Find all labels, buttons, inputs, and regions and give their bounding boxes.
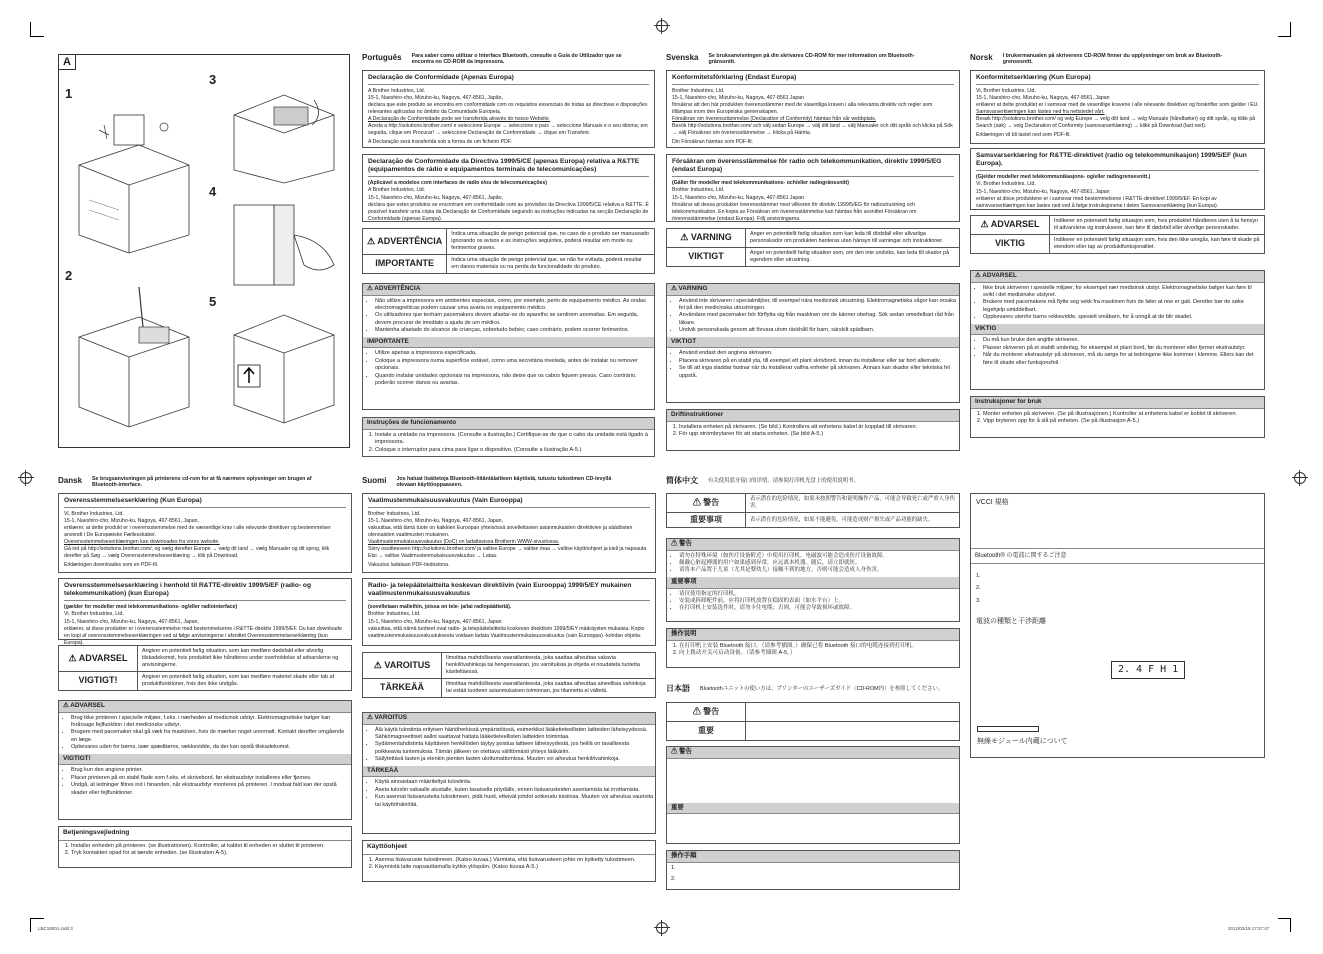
list-item: 1. Installer enheden på printeren. (se illustrationen). Kontroller, at kablet til enheden er sluttet til printeren. <box>71 843 351 851</box>
list-item: • Käytä ainoastaan määritettyä tulostinta. <box>375 779 655 786</box>
step-1-label: 1 <box>65 86 73 101</box>
pt-safety-section <box>362 283 655 410</box>
no-rtte-line: 15-1, Naeshiro-cho, Mizuho-ku, Nagoya, 467-8561, Japan <box>976 188 1110 195</box>
fi-decl-line: Brother Industries, Ltd. <box>368 511 421 518</box>
step-5-label: 5 <box>209 294 217 309</box>
fi-warn-heading: ⚠ VAROITUS <box>363 713 655 725</box>
ja-header <box>666 684 943 695</box>
ja-ops-heading: 操作手順 <box>667 851 959 863</box>
list-item: • Se till att inga sladdar fastnar när du installerar valfria enheter på skrivaren. Annars kan skador eller tekniska fel uppstå. <box>679 365 959 380</box>
fi-important-key: TÄRKEÄÄ <box>363 679 442 698</box>
fi-rtte-title: Radio- ja telepäätelaitteita koskevan direktiivin (vain Eurooppa) 1999/5/EY mukainen vaatimustenmukaisuusvakuutus <box>368 582 650 601</box>
vcci-label: VCCI 規格 <box>971 494 1264 549</box>
list-item: • Quando instalar unidades opcionais na impressora, não deixe que os cabos fiquem presos. Caso contrário, poderão ocorrer danos ou avarias. <box>375 373 654 388</box>
ja-ops-step: 2. <box>671 876 676 883</box>
pt-signal-table <box>362 228 655 274</box>
fi-rtte-line: Brother Industries, Ltd. <box>368 611 421 618</box>
list-item: • Aseta tulostin vakaalle alustalle, kuten tasaiselle pöydälle, ennen lisävarusteiden asentamista tai irrottamista. <box>375 787 655 794</box>
pt-decl-line: Aceda a http://solutions.brother.com/ e seleccione Europe → seleccione o país → seleccione Manuais e o seu idioma; em seguida, clique em Procurar! → seleccione Declaração de Conformidade → clique em Transferir. <box>368 123 648 137</box>
sv-declaration-title: Konformitetsförklaring (Endast Europa) <box>672 74 954 85</box>
printer-illustration-2 <box>69 287 199 437</box>
bullet-list <box>363 298 654 335</box>
no-intro: I brukermanualen på skriverens CD-ROM finner du opplysninger om bruk av Bluetooth-grensesnitt. <box>1002 53 1223 66</box>
da-important-key: VIGTIGT! <box>59 672 138 691</box>
da-imp-heading: VIGTIGT! <box>59 754 351 766</box>
sv-language-title: Svenska <box>666 53 699 62</box>
fi-decl-line: vakuuttaa, että tämä tuote on kaikkien Euroopan yhteisössä sovellettavien asianmukaisten direktiivien ja säädösten olennaisten vaatimusten mukainen. <box>368 525 633 539</box>
da-header <box>58 476 322 489</box>
fi-warning-key: ⚠ VAROITUS <box>363 653 442 679</box>
step-2-label: 2 <box>65 268 73 283</box>
pt-language-title: Português <box>362 53 402 62</box>
list-item: • Não utilize a impressora em ambientes especiais, como, por exemplo, perto de equipamento médico. As ondas electromagnéticas podem causar uma avaria no equipamento médico. <box>375 298 654 313</box>
sv-signal-table <box>666 228 960 267</box>
zh-warn-heading: ⚠ 警告 <box>667 539 959 551</box>
sv-operating-section <box>666 409 960 451</box>
list-item: • Placera skrivaren på en stabil yta, till exempel ett plant skrivbord, innan du installerar eller tar bort alternativ. <box>679 358 959 365</box>
no-warning-def: Indikerer en potensielt farlig situasjon som, hvis produktet håndteres uten å ta hensyn til advarslene og instruksene, kan føre til dødsfall eller alvorlige personskader. <box>1050 216 1265 235</box>
sv-rtte-line: 15-1, Naeshiro-cho, Mizuho-ku, Nagoya, 467-8561 Japan <box>672 194 805 201</box>
radio-range-code: 2. 4 F H 1 <box>1111 661 1185 679</box>
da-rtte-sub: (gælder for modeller med telekommunikations- og/eller radiointerface) <box>64 604 238 611</box>
sv-decl-line: Brother Industries, Ltd. <box>672 88 725 95</box>
fi-safety-section <box>362 712 656 834</box>
sv-rtte-line: Brother Industries, Ltd. <box>672 187 725 194</box>
ja-important-key: 重要 <box>667 722 746 741</box>
da-decl-line: Vi, Brother Industries, Ltd. <box>64 511 124 518</box>
sv-important-key: VIKTIGT <box>667 248 746 267</box>
list-item: • Mantenha afastado do alcance de crianças, sobretudo bebés; caso contrário, podem ocorrer ferimentos. <box>375 327 654 334</box>
no-decl-line: Vi, Brother Industries, Ltd. <box>976 88 1036 95</box>
footer-file: LBC18001.indd 3 <box>38 926 73 931</box>
list-item: 1. 在打印机上安装 Bluetooth 接口。（请参考插图。）确保已将 Bluetooth 接口的电缆连接到打印机。 <box>679 643 959 651</box>
bullet-list <box>363 727 655 764</box>
no-decl-line: Samsvarserklæringen kan lastes ned fra nettstedet vårt. <box>976 109 1105 116</box>
step-3-label: 3 <box>209 72 217 87</box>
sv-warning-key: ⚠ VARNING <box>667 229 746 248</box>
pt-rtte-line: declara que estes produtos se encontram em conformidade com as provisões da Directiva 1999/5/CE relativa a R&TTE. É possível transferir uma cópia da Declaração de Conformidade seguindo as instruções indicadas na secção Declaração de Conformidade (apenas Europa). <box>368 201 649 222</box>
da-safety-section <box>58 700 352 820</box>
sv-imp-heading: VIKTIGT <box>667 337 959 349</box>
no-declaration-box <box>970 70 1265 144</box>
radio-range-bar <box>977 726 1039 732</box>
fi-header <box>362 476 626 489</box>
no-rtte-title: Samsvarserklæring for R&TTE-direktivet (radio og telekommunikasjon) 1999/5/EF (kun Europa). <box>976 152 1259 171</box>
sv-header <box>666 53 938 66</box>
fi-intro: Jos haluat lisätietoja Bluetooth-liitäntälaitteen käytöstä, tutustu tulostimen CD-levyllä olevaan käyttöoppaaseen. <box>396 476 612 489</box>
pt-imp-heading: IMPORTANTE <box>363 337 654 349</box>
ja-ops-step: 1. <box>671 864 676 871</box>
sv-decl-line: försäkrar att den här produkten överensstämmer med de väsentliga kraven i alla relevanta direktiv och regler som tillämpas inom den Europeiska gemenskapen. <box>672 102 933 116</box>
zh-language-title: 简体中文 <box>666 476 698 485</box>
no-warning-key: ⚠ ADVARSEL <box>971 216 1050 235</box>
da-decl-line: erklærer, at dette produkt er i overensstemmelse med de væsentlige krav i alle relevante direktiver og bestemmelser anvendt i De Europæiske Fællesskaber. <box>64 525 331 539</box>
no-decl-line: Besøk http://solutions.brother.com/ og velg Europe → velg ditt land → velg Manuale (håndbøker) og ditt språk, og klikk på Search (søk) → velg Declaration of Conformity (samsvarserklæring) → klikk på Download (last ned). <box>976 116 1256 130</box>
registration-mark-right <box>1294 472 1306 484</box>
da-ops-heading: Betjeningsvejledning <box>59 827 351 841</box>
zh-operating-section <box>666 628 960 668</box>
zh-ops-heading: 操作说明 <box>667 629 959 641</box>
fi-warning-def: Ilmoittaa mahdollisesta vaaratilanteesta, joka saattaa aiheuttaa vakavia henkilövahinkoja tai hengenvaaran, jos varoituksia ja ohjeita ei noudateta tuotetta käsiteltäessä. <box>442 653 656 679</box>
pt-rtte-sub: (Aplicável a modelos com interfaces de rádio e/ou de telecomunicações) <box>368 180 548 187</box>
no-declaration-title: Konformitetserklæring (Kun Europa) <box>976 74 1259 85</box>
pt-rtte-line: A Brother Industries, Ltd. <box>368 187 426 194</box>
printer-illustration-5 <box>224 305 344 435</box>
no-rtte-line: Vi, Brother Industries, Ltd. <box>976 181 1036 188</box>
panel-label: A <box>59 55 76 70</box>
pt-warning-def: Indica uma situação de perigo potencial que, no caso de o produto ser manuseado ignorando os avisos e as instruções seguintes, poderá resultar em morte ou ferimentos graves. <box>447 229 655 255</box>
da-declaration-box <box>58 493 352 573</box>
sv-decl-line: Försäkran om överensstämmelse (Declaration of Conformity) hämtas från vår webbplats. <box>672 116 877 123</box>
no-warn-heading: ⚠ ADVARSEL <box>971 271 1264 283</box>
fi-decl-line: Vaatimustenmukaisuusvakuutus (DoC) on ladattavissa Brotherin WWW-sivustossa. <box>368 539 560 546</box>
fi-declaration-title: Vaatimustenmukaisuusvakuutus (Vain Eurooppa) <box>368 497 650 508</box>
sv-warning-def: Anger en potentiellt farlig situation som kan leda till dödsfall eller allvarliga personskador om produkten hanteras utan hänsyn till varningar och instruktioner. <box>746 229 960 248</box>
no-important-def: Indikerer en potensielt farlig situasjon som, hvis den ikke unngås, kan føre til skade på eiendom eller tap av produktfunksjonalitet. <box>1050 235 1265 254</box>
pt-ops-heading: Instruções de funcionamento <box>363 418 654 430</box>
bullet-list <box>363 350 654 387</box>
pt-decl-line: 15-1, Naeshiro-cho, Mizuho-ku, Nagoya, 467-8561, Japão, <box>368 95 503 102</box>
da-rtte-box <box>58 578 352 646</box>
list-item: • Användare med pacemaker bör förflytta sig från maskinen om de känner obehag. Sök sedan omedelbart råd från läkare. <box>679 312 959 327</box>
list-item: • Oppbevares utenfor barns rekkevidde, spesielt småbarn, for å unngå at de blir skadet. <box>983 314 1264 321</box>
zh-important-def: 表示潜在的危险情况，如果不能避免，可能造成财产损失或产品功能的缺失。 <box>746 513 960 528</box>
sv-declaration-box <box>666 70 960 148</box>
module-note: 無線モジュール内蔵について <box>977 738 1068 745</box>
ja-regulatory-box <box>970 493 1265 758</box>
ja-warning-key: ⚠ 警告 <box>667 703 746 722</box>
pt-warning-key: ⚠ ADVERTÊNCIA <box>363 229 447 255</box>
sv-rtte-line: försäkrar att dessa produkter överensstämmer med villkoren för direktiv 1999/5/EG för radioutrustning och telekommunikation. En kopia av Försäkran om överensstämmelse kan hämtas från avsnittet Försäkran om överensstämmelse (endast Europa). Följ anvisningarna. <box>672 201 917 222</box>
sv-important-def: Anger en potentiellt farlig situation som, om den inte undviks, kan leda till skador på egendom eller utrustning. <box>746 248 960 267</box>
fi-rtte-sub: (sovelletaan malleihin, joissa on tele- ja/tai radiopäätteitä). <box>368 604 512 611</box>
list-item: • 安装或拆卸配件前，应将打印机放置在稳固的表面（如水平台）上。 <box>679 598 959 605</box>
sv-safety-section <box>666 283 960 403</box>
list-item: • Undvik personskada genom att förvara utom räckhåll för barn, särskilt spädbarn. <box>679 327 959 334</box>
da-language-title: Dansk <box>58 476 83 485</box>
da-warning-def: Angiver en potentielt farlig situation, som kan medføre dødsfald eller alvorlig tilskadekomst, hvis produktet ikke håndteres under overholdelse af advarslerne og anvisningerne. <box>138 646 352 672</box>
registration-mark-bottom <box>656 922 668 934</box>
ja-signal-table <box>666 702 960 741</box>
pt-warn-heading: ⚠ ADVERTÊNCIA <box>363 284 654 296</box>
no-rtte-sub: (Gjelder modeller med telekommunikasjons- og/eller radiogrensesnitt.) <box>976 174 1151 181</box>
bullet-list <box>971 285 1264 322</box>
list-item: 2. 向上拨动开关可启动设备。（请参考插图 A-5。） <box>679 650 959 658</box>
fi-imp-heading: TÄRKEÄÄ <box>363 766 655 778</box>
list-item: • Undgå, at ledninger filtres ind i hinanden, når ekstraudstyr monteres på printeren. I modsat fald kan der opstå skader eller fejlfunktioner. <box>71 782 351 797</box>
list-item: • Brugere med pacemaker skal gå væk fra maskinen, hvis de mærker noget unormalt. Kontakt derefter omgående en læge. <box>71 729 351 744</box>
list-item: • Brug ikke printeren i specielle miljøer, f.eks. i nærheden af medicinsk udstyr. Elektromagnetiske bølger kan forårsage fejlfunktion i det medicinske udstyr. <box>71 715 351 730</box>
numbered-list <box>59 843 351 858</box>
pt-decl-line: A Brother Industries, Ltd. <box>368 88 426 95</box>
list-item: 1. Instale a unidade na impressora. (Consulte a ilustração.) Certifique-se de que o cabo da unidade está ligado à impressora. <box>375 432 654 447</box>
da-decl-line: Erklæringen downloades som en PDF-fil. <box>64 562 159 569</box>
da-operating-section <box>58 826 352 868</box>
pt-important-key: IMPORTANTE <box>363 255 447 274</box>
zh-imp-heading: 重要事项 <box>667 577 959 589</box>
list-item: 1. Asenna lisävaruste tulostimeen. (Katso kuvaa.) Varmista, että lisävarusteen johto on kytketty tulostimeen. <box>375 857 655 865</box>
fi-operating-section <box>362 840 656 882</box>
pt-rtte-line: 15-1, Naeshiro-cho, Mizuho-ku, Nagoya, 467-8561, Japão, <box>368 194 503 201</box>
pt-decl-line: declara que este produto se encontra em conformidade com os requisitos essenciais de todas as directivas e disposições relevantes aplicadas no âmbito da Comunidade Europeia. <box>368 102 648 116</box>
pt-header <box>362 53 642 66</box>
zh-header <box>666 476 859 487</box>
sv-decl-line: 15-1, Naeshiro-cho, Mizuho-ku, Nagoya, 467-8561 Japan <box>672 95 805 102</box>
pt-declaration-title: Declaração de Conformidade (Apenas Europa) <box>368 74 649 85</box>
list-item: • Säilytettävä lasten ja etenkin pienten lasten ulottumattomissa. Muuten voi aiheutua henkilövahinkoja. <box>375 756 655 763</box>
ja-intro: Bluetoothユニットの使い方は、プリンターのユーザーズガイド（CD-ROM内）を参照してください。 <box>700 685 944 692</box>
list-item: 1. Installera enheten på skrivaren. (Se bild.) Kontrollera att enhetens kabel är kopplad till skrivaren. <box>679 424 959 432</box>
list-item: • Opbevares uden for børns, især spædbørns, rækkevidde, da der kan opstå tilskadekomst. <box>71 744 351 751</box>
bluetooth-notice-title: Bluetooth® の電波に関するご注意 <box>971 549 1264 564</box>
list-item: • Ikke bruk skriveren i spesielle miljøer, for eksempel nær medisinsk utstyr. Elektromagnetiske bølger kan føre til svikt i det medisinske utstyret. <box>983 285 1264 300</box>
sv-decl-line: Din Försäkran hämtas som PDF-fil. <box>672 139 754 146</box>
sv-decl-line: Besök http://solutions.brother.com/ och välj sedan Europe → välj ditt land → välj Manualer och ditt språk och klicka på Sök → välj Försäkran om överensstämmelse → klicka på Hämta. <box>672 123 953 137</box>
zh-warning-key: ⚠ 警告 <box>667 494 746 513</box>
printer-illustration-4 <box>224 195 344 295</box>
list-item: • Os utilizadores que tenham pacemakers devem afastar-se do aparelho se sentirem anomalias. Em seguida, devem procurar de imediato a ajuda de um médico. <box>375 312 654 327</box>
zh-important-key: 重要事项 <box>667 513 746 528</box>
no-rtte-line: erklærer at disse produktene er i samsvar med bestemmelsene i R&TTE-direktivet 1999/5/EF. En kopi av samsvarserklæringen kan lastes ned ved å følge instruksjonene i delen Samsvarserklæring (kun Europa). <box>976 195 1219 209</box>
pt-decl-line: A Declaração será transferida sob a forma de um ficheiro PDF. <box>368 139 512 146</box>
pt-operating-section <box>362 417 655 457</box>
list-item: • Använd inte skrivaren i specialmiljöer, till exempel nära medicinsk utrustning. Elektromagnetiska vågor kan orsaka fel på den medicinska utrustningen. <box>679 298 959 313</box>
da-declaration-title: Overensstemmelseserklæring (Kun Europa) <box>64 497 346 508</box>
da-decl-line: 15-1, Naeshiro-cho, Mizuho-ku, Nagoya, 467-8561, Japan, <box>64 518 199 525</box>
pt-intro: Para saber como utilizar o Interface Bluetooth, consulte o Guia do Utilizador que se encontra no CD-ROM da impressora. <box>411 53 622 66</box>
no-important-key: VIKTIG <box>971 235 1050 254</box>
fi-rtte-box <box>362 578 656 646</box>
printer-illustration-3 <box>224 85 344 185</box>
pt-important-def: Indica uma situação de perigo potencial que, se não for evitada, poderá resultar em danos materiais ou na perda da funcionalidade do produto. <box>447 255 655 274</box>
list-item: • 在打印机上安装选件时，请勿卡住电缆；否则，可能会导致损坏或故障。 <box>679 605 959 612</box>
pt-decl-line: A Declaração de Conformidade pode ser transferida através do nosso Website. <box>368 116 551 123</box>
pt-declaration-box <box>362 70 655 148</box>
no-imp-heading: VIKTIG <box>971 324 1264 336</box>
ja-imp-heading: 重要 <box>667 803 959 815</box>
fi-decl-line: 15-1, Naeshiro-cho, Mizuho-ku, Nagoya, 467-8561, Japan, <box>368 518 503 525</box>
fi-important-def: Ilmoittaa mahdollisesta vaaratilanteesta, joka saattaa aiheuttaa aineellisia vahinkoja tai estää tuotteen asianmukaisen toiminnan, jos tilannetta ei vältetä. <box>442 679 656 698</box>
no-decl-line: 15-1, Naeshiro-cho, Mizuho-ku, Nagoya, 467-8561, Japan <box>976 95 1110 102</box>
bullet-list <box>363 779 655 809</box>
list-item: 2. Käynnistä laite napsauttamalla kytkin ylöspäin. (Katso kuvaa A-5.) <box>375 864 655 872</box>
bullet-list <box>59 767 351 797</box>
numbered-list <box>667 424 959 439</box>
step-4-label: 4 <box>209 184 217 199</box>
zh-signal-table <box>666 493 960 528</box>
numbered-list <box>667 643 959 658</box>
list-item: 1. Monter enheten på skriveren. (Se på illustrasjonen.) Kontroller at enhetens kabel er koblet til skriveren. <box>983 411 1264 419</box>
ja-operating-section <box>666 850 960 890</box>
illustration-panel <box>58 54 350 448</box>
fi-decl-line: Vakuutus ladataan PDF-tiedostona. <box>368 562 450 569</box>
bullet-list <box>667 591 959 613</box>
ja-language-title: 日本語 <box>666 684 690 693</box>
list-item: • Når du monterer ekstrautstyr på skriveren, må du sørge for at ledningene ikke kommer i klemme. Ellers kan det føre til skade eller funksjonsfeil. <box>983 352 1264 367</box>
list-item: 2. Tryk kontakten opad for at tænde enheden. (se illustration A-5). <box>71 850 351 858</box>
list-item: • Utilize apenas a impressora especificada. <box>375 350 654 357</box>
no-ops-heading: Instruksjoner for bruk <box>971 397 1264 409</box>
list-item: • Kun asennat lisävarusteita tulostimeen, pidä huoli, etteivät johdot sotkeudu toisiinsa. Muuten voi aiheutua vaurioita tai käyttöhäiriöitä. <box>375 794 655 809</box>
fi-rtte-line: vakuuttaa, että nämä tuotteet ovat radio- ja telepäätelaitteita koskevan direktiivin 1999/5/EY määräysten mukaisia. Kopio vaatimustenmukaisuusvakuutuksesta voidaan ladata Vaatimustenmukaisuusvakuutus (vain Eurooppa) -kohdan ohjeita. <box>368 625 645 639</box>
list-item: • Använd endast den angivna skrivaren. <box>679 350 959 357</box>
no-decl-line: Erklæringen vil bli lastet ned som PDF-fil. <box>976 132 1071 139</box>
da-rtte-title: Overensstemmelseserklæring i henhold til R&TTE-direktiv 1999/5/EF (radio- og telekommunikation) (kun Europa) <box>64 582 346 601</box>
list-item: • Du må kun bruke den angitte skriveren. <box>983 337 1264 344</box>
list-item: 2. Coloque o interruptor para cima para ligar o dispositivo. (Consulte a ilustração A-5.) <box>375 447 654 455</box>
registration-mark-left <box>20 472 32 484</box>
fi-decl-line: Siirry osoitteeseen http://solutions.brother.com/ ja valitse Europe → valitse maa → valitse käyttöohjeet ja kieli ja napsauta Etsi → valitse Vaatimustenmukaisuusvakuutus → Lataa. <box>368 546 647 560</box>
bullet-list <box>971 337 1264 367</box>
fi-signal-table <box>362 652 656 698</box>
list-item: • 请将本产品置于儿童（尤其是婴幼儿）接触不到的地方，否则可能会造成人身伤害。 <box>679 567 959 574</box>
da-decl-line: Gå ind på http://solutions.brother.com/, og vælg derefter Europe → vælg dit land → vælg Manualer og dit sprog, klik derefter på Søg → vælg Overensstemmelseserklæring → klik på Download. <box>64 546 330 560</box>
sv-warn-heading: ⚠ VARNING <box>667 284 959 296</box>
list-item: • Brukere med pacemakere må flytte seg vekk fra maskinen hvis de føler at noe er galt. Deretter bør de søke legehjelp umiddelbart. <box>983 299 1264 314</box>
list-item: • 请勿在特殊环境（如医疗设备附近）中使用打印机。电磁波可能会造成医疗设备故障。 <box>679 553 959 560</box>
no-language-title: Norsk <box>970 53 993 62</box>
list-item: • Älä käytä tulostinta erityisen häiriöherkissä ympäristöissä, esimerkiksi lääketieteellisten laitteiden läheisyydessä. Sähkömagneettiset aallot saattavat haitata lääketieteellisten laitteiden toimintaa. <box>375 727 655 742</box>
list-item: 2. Vipp bryteren opp for å slå på enheten. (Se på illustrasjon A-5.) <box>983 418 1264 426</box>
list-item: • Sydämentahdistinta käyttävien henkilöiden täytyy poistua laitteen läheisyydestä, jos heillä on tavallisesta poikkeavia tuntemuksia. Tämän jälkeen on otettava välittömästi yhteys lääkäriin. <box>375 741 655 756</box>
sv-rtte-sub: (Gäller för modeller med telekommunikations- och/eller radiogränssnitt) <box>672 180 849 187</box>
numbered-list <box>971 411 1264 426</box>
bullet-list <box>667 298 959 335</box>
printer-illustration-1 <box>69 105 199 255</box>
da-warn-heading: ⚠ ADVARSEL <box>59 701 351 713</box>
pt-rtte-title: Declaração de Conformidade da Directiva 1999/5/CE (apenas Europa) relativa a R&TTE (equipamentos de rádio e equipamentos terminais de telecomunicações) <box>368 158 649 177</box>
fi-ops-heading: Käyttöohjeet <box>363 841 655 855</box>
list-item: 2. För upp strömbrytaren för att starta enheten. (Se bild A-5.) <box>679 431 959 439</box>
fi-declaration-box <box>362 493 656 573</box>
list-item: • Placer printeren på en stabil flade som f.eks. et skrivebord, før ekstraudstyr installeres eller fjernes. <box>71 775 351 782</box>
sv-rtte-title: Försäkran om överensstämmelse för radio och telekommunikation, direktiv 1999/5/EG (endast Europa) <box>672 158 954 177</box>
zh-warning-def: 表示潜在的危险情况，如果未按照警告和说明操作产品，可能会导致死亡或严重人身伤害。 <box>746 494 960 513</box>
list-item: • Brug kun den angivne printer. <box>71 767 351 774</box>
no-header <box>970 53 1233 66</box>
registration-mark-top <box>656 20 668 32</box>
da-rtte-line: Vi, Brother Industries, Ltd. <box>64 611 124 618</box>
bluetooth-notice-list: 1. 2. 3. <box>976 573 981 604</box>
no-safety-section <box>970 270 1265 390</box>
sv-rtte-box <box>666 154 960 222</box>
pt-rtte-box <box>362 154 655 222</box>
da-important-def: Angiver en potentielt farlig situation, som kan medføre materiel skade eller tab af produktfunktioner, hvis den ikke undgås. <box>138 672 352 691</box>
list-item: • 佩戴心脏起搏器的用户如果感到异常，应远离本机器。随后，请立即就医。 <box>679 560 959 567</box>
bullet-list <box>667 553 959 575</box>
ja-safety-section <box>666 746 960 844</box>
radio-range-title: 電波の種類と干渉距離 <box>976 617 1046 625</box>
no-rtte-box <box>970 148 1265 210</box>
ja-warn-heading: ⚠ 警告 <box>667 747 959 759</box>
no-decl-line: erklærer at dette produktet er i samsvar med de vesentlige kravene i alle relevante direktiver og forskrifter som gjelder i EU. <box>976 102 1259 109</box>
bullet-list <box>667 350 959 380</box>
numbered-list <box>363 432 654 455</box>
sv-intro: Se bruksanvisningen på din skrivares CD-ROM för mer information om Bluetooth-gränssnitt. <box>708 53 915 66</box>
no-operating-section <box>970 396 1265 438</box>
numbered-list <box>363 857 655 872</box>
da-decl-line: Overensstemmelseserklæringen kan downloades fra vores website. <box>64 539 220 546</box>
fi-language-title: Suomi <box>362 476 387 485</box>
no-signal-table <box>970 215 1265 254</box>
da-intro: Se brugsanvisningen på printerens cd-rom for at få nærmere oplysninger om brugen af Bluetooth-interface. <box>92 476 312 489</box>
da-warning-key: ⚠ ADVARSEL <box>59 646 138 672</box>
list-item: • Plasser skriveren på et stabilt underlag, for eksempel et plant bord, før du monterer eller fjerner ekstrautstyr. <box>983 345 1264 352</box>
sv-ops-heading: Driftinstruktioner <box>667 410 959 422</box>
da-rtte-line: erklærer, at disse produkter er i overensstemmelse med bestemmelserne i R&TTE-direktiv 1999/5/EF. Du kan downloade en kopi af overensstemmelseserklæringen ved at følge anvisningerne i afsnittet Overensstemmelseserklæring (kun Europa). <box>64 625 342 646</box>
footer-timestamp: 2012/02/19 17:37:47 <box>1228 926 1270 931</box>
da-rtte-line: 15-1, Naeshiro-cho, Mizuho-ku, Nagoya, 467-8561, Japan, <box>64 618 199 625</box>
da-signal-table <box>58 645 352 691</box>
list-item: • 请仅使用指定的打印机。 <box>679 591 959 598</box>
zh-intro: 有关使用蓝牙接口的详情，请参阅打印机光盘上的使用说明书。 <box>708 477 859 484</box>
zh-safety-section <box>666 538 960 622</box>
list-item: • Coloque a impressora numa superfície estável, como uma secretária nivelada, antes de instalar ou remover opcionais. <box>375 358 654 373</box>
fi-rtte-line: 15-1, Naeshiro-cho, Mizuho-ku, Nagoya, 467-8561, Japan <box>368 618 502 625</box>
bullet-list <box>59 715 351 752</box>
